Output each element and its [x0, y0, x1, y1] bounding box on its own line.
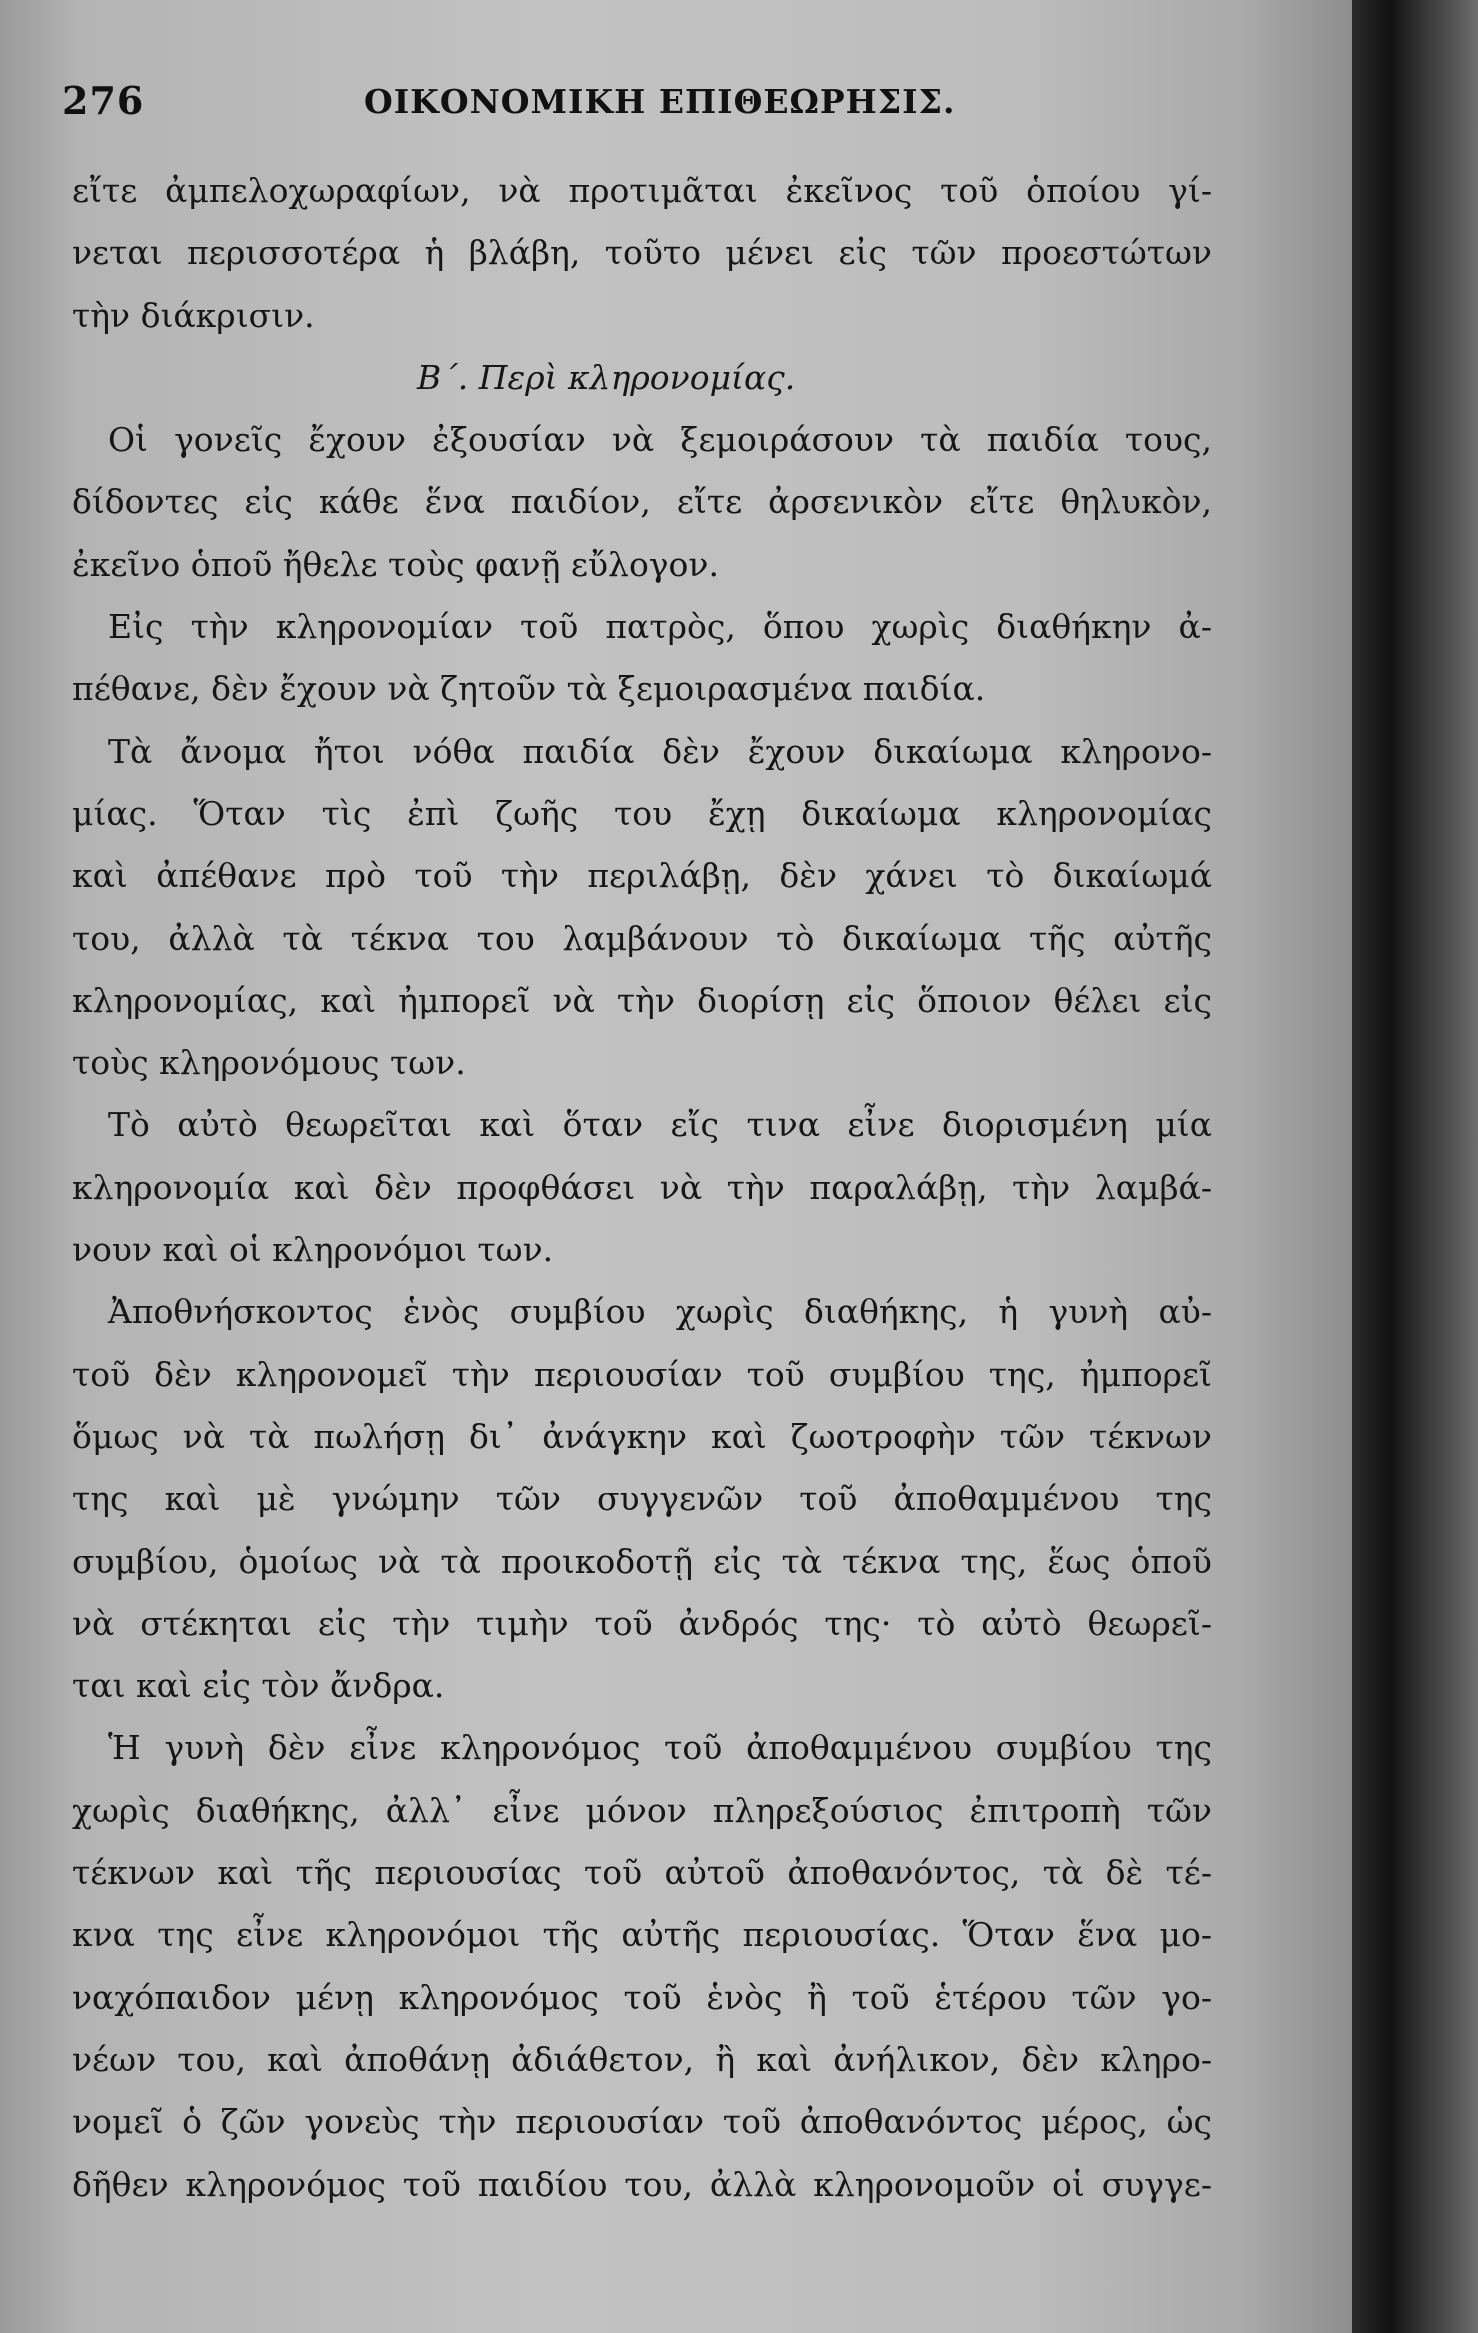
text-line: πέθανε, δὲν ἔχουν νὰ ζητοῦν τὰ ξεμοιρασμένα παιδία. — [72, 669, 986, 709]
text-line: συμβίου, ὁμοίως νὰ τὰ προικοδοτῇ εἰς τὰ τέκνα της, ἕως ὁποῦ — [72, 1541, 1212, 1581]
text-line: Τὸ αὐτὸ θεωρεῖται καὶ ὅταν εἴς τινα εἶνε διορισμένη μία — [108, 1105, 1212, 1145]
page-number: 276 — [62, 78, 145, 123]
text-line: ναχόπαιδον μένῃ κληρονόμος τοῦ ἑνὸς ἢ τοῦ ἑτέρου τῶν γο- — [72, 1977, 1212, 2017]
text-line: ται καὶ εἰς τὸν ἄνδρα. — [72, 1666, 445, 1706]
body-text — [72, 160, 1212, 2216]
text-line: κληρονομίας, καὶ ἠμπορεῖ νὰ τὴν διορίσῃ εἰς ὅποιον θέλει εἰς — [72, 980, 1212, 1020]
text-line: της καὶ μὲ γνώμην τῶν συγγενῶν τοῦ ἀποθαμμένου της — [72, 1479, 1212, 1519]
text-line: νὰ στέκηται εἰς τὴν τιμὴν τοῦ ἀνδρός της· τὸ αὐτὸ θεωρεῖ- — [72, 1603, 1212, 1643]
text-line: τέκνων καὶ τῆς περιουσίας τοῦ αὐτοῦ ἀποθανόντος, τὰ δὲ τέ- — [72, 1853, 1212, 1893]
text-line: νέων του, καὶ ἀποθάνῃ ἀδιάθετον, ἢ καὶ ἀνήλικον, δὲν κληρο- — [72, 2039, 1212, 2079]
book-spine-shadow — [1352, 0, 1478, 2333]
section-heading: Β΄. Περὶ κληρονομίας. — [417, 357, 796, 397]
text-line: Ἀποθνήσκοντος ἑνὸς συμβίου χωρὶς διαθήκης, ἡ γυνὴ αὐ- — [108, 1292, 1212, 1332]
text-line: τὴν διάκρισιν. — [72, 295, 315, 335]
text-line: Τὰ ἄνομα ἤτοι νόθα παιδία δὲν ἔχουν δικαίωμα κληρονο- — [108, 731, 1212, 771]
text-line: νομεῖ ὁ ζῶν γονεὺς τὴν περιουσίαν τοῦ ἀποθανόντος μέρος, ὡς — [72, 2102, 1212, 2142]
text-line: δῆθεν κληρονόμος τοῦ παιδίου του, ἀλλὰ κληρονομοῦν οἱ συγγε- — [72, 2164, 1212, 2204]
text-line: εἴτε ἀμπελοχωραφίων, νὰ προτιμᾶται ἐκεῖνος τοῦ ὁποίου γί- — [72, 171, 1212, 210]
text-line: μίας. Ὅταν τὶς ἐπὶ ζωῆς του ἔχῃ δικαίωμα κληρονομίας — [72, 793, 1212, 833]
text-line: Ἡ γυνὴ δὲν εἶνε κληρονόμος τοῦ ἀποθαμμένου συμβίου της — [108, 1728, 1212, 1768]
text-line: κνα της εἶνε κληρονόμοι τῆς αὐτῆς περιουσίας. Ὅταν ἕνα μο- — [72, 1915, 1212, 1955]
running-title: ΟΙΚΟΝΟΜΙΚΗ ΕΠΙΘΕΩΡΗΣΙΣ. — [364, 82, 956, 121]
text-line: του, ἀλλὰ τὰ τέκνα του λαμβάνουν τὸ δικαίωμα τῆς αὐτῆς — [72, 918, 1212, 958]
text-line: Εἰς τὴν κληρονομίαν τοῦ πατρὸς, ὅπου χωρὶς διαθήκην ἀ- — [108, 607, 1212, 647]
text-line: Οἱ γονεῖς ἔχουν ἐξουσίαν νὰ ξεμοιράσουν τὰ παιδία τους, — [108, 420, 1212, 460]
page-header — [62, 78, 1222, 128]
text-line: ἐκεῖνο ὁποῦ ἤθελε τοὺς φανῇ εὔλογον. — [72, 544, 719, 584]
text-line: νουν καὶ οἱ κληρονόμοι των. — [72, 1230, 554, 1270]
text-line: τοῦ δὲν κληρονομεῖ τὴν περιουσίαν τοῦ συμβίου της, ἠμπορεῖ — [72, 1354, 1212, 1394]
text-line: κληρονομία καὶ δὲν προφθάσει νὰ τὴν παραλάβῃ, τὴν λαμβά- — [72, 1167, 1212, 1207]
text-line: χωρὶς διαθήκης, ἀλλ᾽ εἶνε μόνον πληρεξούσιος ἐπιτροπὴ τῶν — [72, 1790, 1212, 1830]
text-line: νεται περισσοτέρα ἡ βλάβη, τοῦτο μένει εἰς τῶν προεστώτων — [72, 233, 1212, 273]
text-line: καὶ ἀπέθανε πρὸ τοῦ τὴν περιλάβῃ, δὲν χάνει τὸ δικαίωμά — [72, 856, 1212, 896]
text-line: ὅμως νὰ τὰ πωλήσῃ δι᾽ ἀνάγκην καὶ ζωοτροφὴν τῶν τέκνων — [72, 1416, 1212, 1456]
text-line: τοὺς κληρονόμους των. — [72, 1043, 466, 1083]
text-line: δίδοντες εἰς κάθε ἕνα παιδίον, εἴτε ἀρσενικὸν εἴτε θηλυκὸν, — [72, 482, 1212, 522]
